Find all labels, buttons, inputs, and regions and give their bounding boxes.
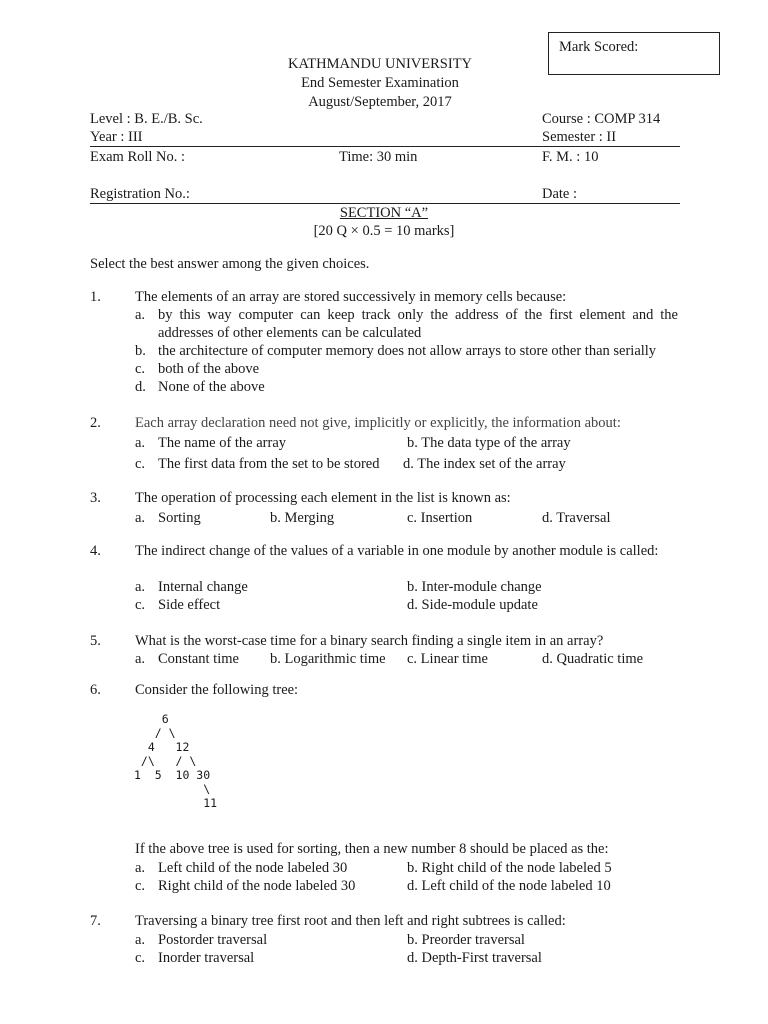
section-title: SECTION “A” bbox=[339, 205, 429, 221]
q6-option-c: Right child of the node labeled 30 bbox=[158, 878, 356, 894]
q1-text: The elements of an array are stored successively in memory cells because: bbox=[135, 289, 567, 305]
q1-number: 1. bbox=[90, 289, 101, 305]
q4-number: 4. bbox=[90, 543, 101, 559]
exam-session: August/September, 2017 bbox=[308, 94, 452, 110]
q1-option-b-label: b. bbox=[135, 343, 146, 359]
q2-option-a: The name of the array bbox=[158, 435, 287, 451]
q2-text: Each array declaration need not give, implicitly or explicitly, the information about: bbox=[135, 415, 621, 431]
q3-number: 3. bbox=[90, 490, 101, 506]
q6-option-a: Left child of the node labeled 30 bbox=[158, 860, 348, 876]
q3-option-b: b. Merging bbox=[270, 510, 335, 526]
year-field: Year : III bbox=[90, 129, 143, 145]
q6-text: Consider the following tree: bbox=[135, 682, 299, 698]
q7-option-a-label: a. bbox=[135, 932, 146, 948]
exam-roll-field: Exam Roll No. : bbox=[90, 149, 186, 165]
course-field: Course : COMP 314 bbox=[542, 111, 661, 127]
q2-option-b: b. The data type of the array bbox=[407, 435, 571, 451]
q6-tree-diagram: 6 / \ 4 12 /\ / \ 1 5 10 30 \ 11 bbox=[134, 712, 218, 810]
q2-option-c: The first data from the set to be stored bbox=[158, 456, 380, 472]
section-marks: [20 Q × 0.5 = 10 marks] bbox=[313, 223, 455, 239]
q5-option-b: b. Logarithmic time bbox=[270, 651, 386, 667]
q2-option-a-label: a. bbox=[135, 435, 146, 451]
exam-title: End Semester Examination bbox=[301, 75, 459, 91]
q6-option-b: b. Right child of the node labeled 5 bbox=[407, 860, 612, 876]
q7-option-a: Postorder traversal bbox=[158, 932, 268, 948]
q4-option-c-label: c. bbox=[135, 597, 146, 613]
q2-number: 2. bbox=[90, 415, 101, 431]
q4-option-a: Internal change bbox=[158, 579, 248, 595]
q1-option-a-label: a. bbox=[135, 307, 146, 323]
semester-field: Semester : II bbox=[542, 129, 617, 145]
q7-option-c-label: c. bbox=[135, 950, 146, 966]
q3-option-a-label: a. bbox=[135, 510, 146, 526]
q2-option-d: d. The index set of the array bbox=[403, 456, 566, 472]
mark-scored-label: Mark Scored: bbox=[559, 39, 639, 55]
q6-option-d: d. Left child of the node labeled 10 bbox=[407, 878, 611, 894]
q7-text: Traversing a binary tree first root and then left and right subtrees is called: bbox=[135, 913, 566, 929]
instruction-text: Select the best answer among the given choices. bbox=[90, 256, 370, 272]
q1-option-d: None of the above bbox=[158, 379, 265, 395]
q5-option-a-label: a. bbox=[135, 651, 146, 667]
q5-option-a: Constant time bbox=[158, 651, 239, 667]
q7-option-d: d. Depth-First traversal bbox=[407, 950, 542, 966]
q5-number: 5. bbox=[90, 633, 101, 649]
q6-option-a-label: a. bbox=[135, 860, 146, 876]
q3-option-d: d. Traversal bbox=[542, 510, 611, 526]
header-divider bbox=[90, 146, 680, 147]
q4-option-d: d. Side-module update bbox=[407, 597, 538, 613]
full-marks-field: F. M. : 10 bbox=[542, 149, 599, 165]
q4-option-c: Side effect bbox=[158, 597, 221, 613]
q3-option-c: c. Insertion bbox=[407, 510, 473, 526]
q7-option-c: Inorder traversal bbox=[158, 950, 255, 966]
q5-option-d: d. Quadratic time bbox=[542, 651, 644, 667]
q4-option-b: b. Inter-module change bbox=[407, 579, 542, 595]
q6-followup: If the above tree is used for sorting, then a new number 8 should be placed as the: bbox=[135, 841, 609, 857]
q3-option-a: Sorting bbox=[158, 510, 201, 526]
q5-text: What is the worst-case time for a binary search finding a single item in an array? bbox=[135, 633, 604, 649]
q4-text: The indirect change of the values of a variable in one module by another module is called: bbox=[135, 543, 659, 559]
date-field: Date : bbox=[542, 186, 578, 202]
q1-option-c-label: c. bbox=[135, 361, 146, 377]
q2-option-c-label: c. bbox=[135, 456, 146, 472]
q7-option-b: b. Preorder traversal bbox=[407, 932, 525, 948]
q6-option-c-label: c. bbox=[135, 878, 146, 894]
registration-field: Registration No.: bbox=[90, 186, 190, 202]
level-field: Level : B. E./B. Sc. bbox=[90, 111, 203, 127]
q5-option-c: c. Linear time bbox=[407, 651, 488, 667]
q6-number: 6. bbox=[90, 682, 101, 698]
q1-option-c: both of the above bbox=[158, 361, 260, 377]
q3-text: The operation of processing each element in the list is known as: bbox=[135, 490, 511, 506]
time-field: Time: 30 min bbox=[339, 149, 418, 165]
q4-option-a-label: a. bbox=[135, 579, 146, 595]
university-name: KATHMANDU UNIVERSITY bbox=[287, 56, 473, 72]
q1-option-d-label: d. bbox=[135, 379, 146, 395]
q1-option-a: by this way computer can keep track only the address of the first element and the addresses of other elements can be calculated bbox=[158, 307, 678, 341]
q1-option-b: the architecture of computer memory does not allow arrays to store other than serially bbox=[158, 343, 657, 359]
q7-number: 7. bbox=[90, 913, 101, 929]
